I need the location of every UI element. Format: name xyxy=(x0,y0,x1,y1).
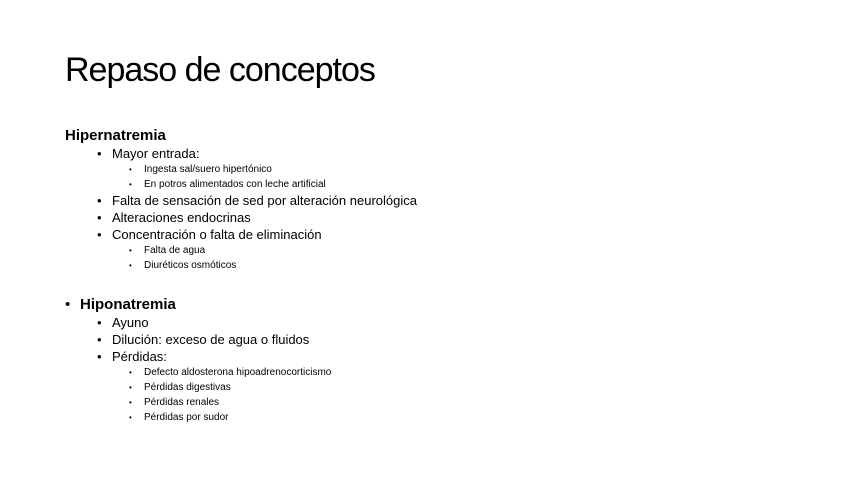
list-item xyxy=(65,192,825,209)
section-gap xyxy=(65,273,825,296)
sub-list-item-label: Ingesta sal/suero hipertónico xyxy=(144,164,272,175)
bullet-icon: • xyxy=(97,332,102,347)
section-heading-hiponatremia xyxy=(65,296,825,314)
list-item-label: Falta de sensación de sed por alteración neurológica xyxy=(112,193,417,208)
bullet-icon: • xyxy=(97,146,102,161)
sub-list-item-label: Defecto aldosterona hipoadrenocorticismo xyxy=(144,367,332,378)
bullet-icon: • xyxy=(129,413,132,422)
sub-list-item xyxy=(65,162,825,177)
sub-list-item xyxy=(65,243,825,258)
list-item-label: Alteraciones endocrinas xyxy=(112,210,251,225)
list-item-label: Dilución: exceso de agua o fluidos xyxy=(112,332,310,347)
bullet-icon: • xyxy=(129,383,132,392)
sub-list-item-label: Pérdidas por sudor xyxy=(144,412,229,423)
sub-list-item-label: Falta de agua xyxy=(144,245,206,256)
list-item xyxy=(65,209,825,226)
bullet-icon: • xyxy=(129,261,132,270)
bullet-icon: • xyxy=(129,368,132,377)
sub-list-item xyxy=(65,177,825,192)
list-item xyxy=(65,145,825,162)
list-item xyxy=(65,331,825,348)
bullet-icon: • xyxy=(97,227,102,242)
list-item-label: Ayuno xyxy=(112,315,149,330)
list-item xyxy=(65,348,825,365)
bullet-icon: • xyxy=(97,193,102,208)
list-item-label: Pérdidas: xyxy=(112,349,167,364)
bullet-icon: • xyxy=(129,398,132,407)
sub-list-item xyxy=(65,395,825,410)
list-item-label: Concentración o falta de eliminación xyxy=(112,227,322,242)
sub-list-item-label: Pérdidas renales xyxy=(144,397,220,408)
sub-list-item-label: Pérdidas digestivas xyxy=(144,382,231,393)
sub-list-item-label: Diuréticos osmóticos xyxy=(144,260,237,271)
bullet-icon: • xyxy=(97,315,102,330)
bullet-icon: • xyxy=(129,180,132,189)
bullet-icon: • xyxy=(97,210,102,225)
bullet-icon: • xyxy=(129,246,132,255)
slide-title: Repaso de conceptos xyxy=(65,51,375,89)
list-item xyxy=(65,226,825,243)
bullet-icon: • xyxy=(65,296,71,313)
bullet-icon: • xyxy=(97,349,102,364)
sub-list-item xyxy=(65,380,825,395)
sub-list-item xyxy=(65,410,825,425)
section-heading-label: Hiponatremia xyxy=(80,296,176,313)
list-item xyxy=(65,314,825,331)
sub-list-item-label: En potros alimentados con leche artificial xyxy=(144,179,326,190)
bullet-icon: • xyxy=(129,165,132,174)
section-heading-hipernatremia: Hipernatremia xyxy=(65,127,166,144)
sub-list-item xyxy=(65,365,825,380)
list-item-label: Mayor entrada: xyxy=(112,146,200,161)
sub-list-item xyxy=(65,258,825,273)
slide-content xyxy=(65,127,825,425)
